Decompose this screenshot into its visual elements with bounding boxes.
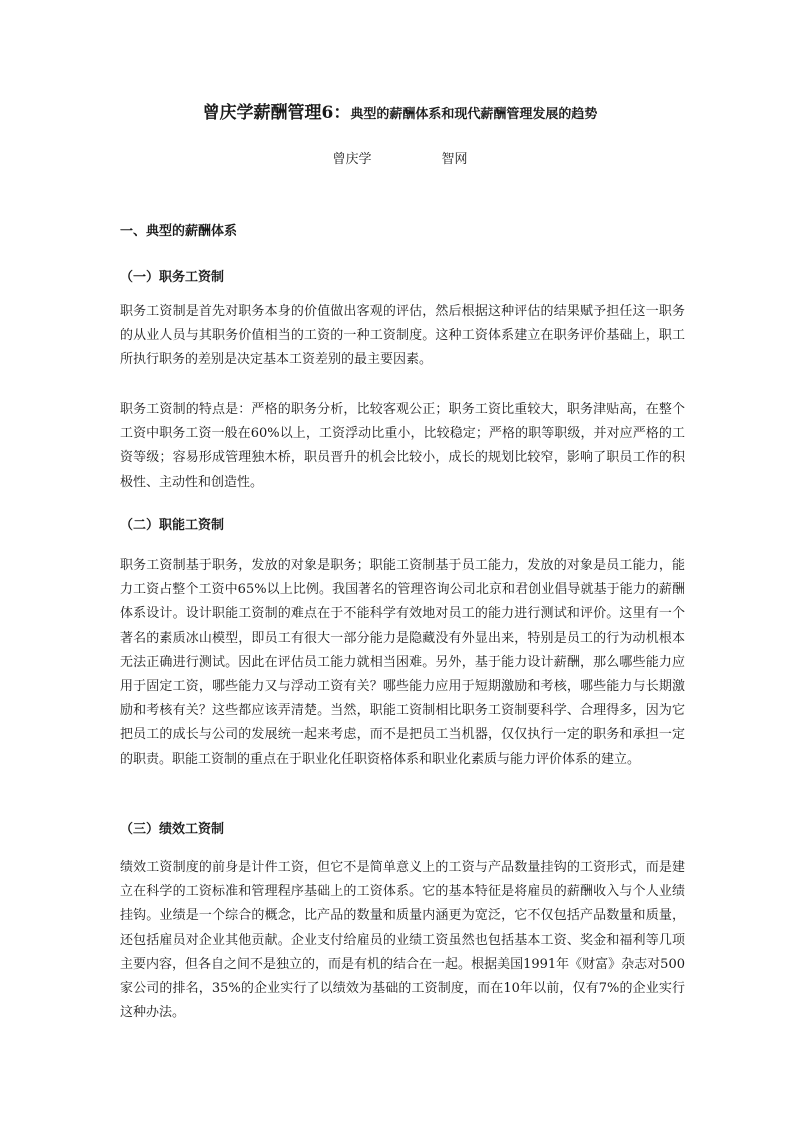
- paragraph: 绩效工资制度的前身是计件工资，但它不是简单意义上的工资与产品数量挂钩的工资形式，而是建立在科学的工资标准和管理程序基础上的工资体系。它的基本特征是将雇员的薪酬收入与个人业绩挂钩。业绩是一个综合的概念，比产品的数量和质量内涵更为宽泛，它不仅包括产品数量和质量，还包括雇员对企业其他贡献。企业支付给雇员的业绩工资虽然也包括基本工资、奖金和福利等几项主要内容，但各自之间不是独立的，而是有机的结合在一起。根据美国1991年《财富》杂志对500家公司的排名，35%的企业实行了以绩效为基础的工资制度，而在10年以前，仅有7%的企业实行这种办法。: [120, 860, 685, 1021]
- subsection-heading-2: （二）职能工资制: [120, 518, 225, 533]
- paragraph: 职务工资制是首先对职务本身的价值做出客观的评估，然后根据这种评估的结果赋予担任这一职务的从业人员与其职务价值相当的工资的一种工资制度。这种工资体系建立在职务评价基础上，职工所执行职务的差别是决定基本工资差别的最主要因素。: [120, 304, 685, 368]
- subsection-heading-3: （三）绩效工资制: [120, 822, 225, 837]
- author-name: 曾庆学: [332, 152, 372, 167]
- document-title: [0, 98, 800, 123]
- title-main: 曾庆学薪酬管理6：: [202, 103, 351, 123]
- author-source: 智网: [441, 152, 468, 167]
- paragraph: 职务工资制的特点是：严格的职务分析，比较客观公正；职务工资比重较大，职务津贴高，在整个工资中职务工资一般在60%以上，工资浮动比重小，比较稳定；严格的职等职级，并对应严格的工资等级；容易形成管理独木桥，职员晋升的机会比较小，成长的规划比较窄，影响了职员工作的积极性、主动性和创造性。: [120, 402, 685, 490]
- author-line: [0, 148, 800, 167]
- section-heading: 一、典型的薪酬体系: [120, 224, 238, 239]
- paragraph: 职务工资制基于职务，发放的对象是职务；职能工资制基于员工能力，发放的对象是员工能力，能力工资占整个工资中65%以上比例。我国著名的管理咨询公司北京和君创业倡导就基于能力的薪酬体系设计。设计职能工资制的难点在于不能科学有效地对员工的能力进行测试和评价。这里有一个著名的素质冰山模型，即员工有很大一部分能力是隐藏没有外显出来，特别是员工的行为动机根本无法正确进行测试。因此在评估员工能力就相当困难。另外，基于能力设计薪酬，那么哪些能力应用于固定工资，哪些能力又与浮动工资有关？哪些能力应用于短期激励和考核，哪些能力与长期激励和考核有关？这些都应该弄清楚。当然，职能工资制相比职务工资制要科学、合理得多，因为它把员工的成长与公司的发展统一起来考虑，而不是把员工当机器，仅仅执行一定的职务和承担一定的职责。职能工资制的重点在于职业化任职资格体系和职业化素质与能力评价体系的建立。: [120, 558, 685, 767]
- title-subtitle: 典型的薪酬体系和现代薪酬管理发展的趋势: [350, 107, 598, 122]
- subsection-heading-1: （一）职务工资制: [120, 270, 225, 285]
